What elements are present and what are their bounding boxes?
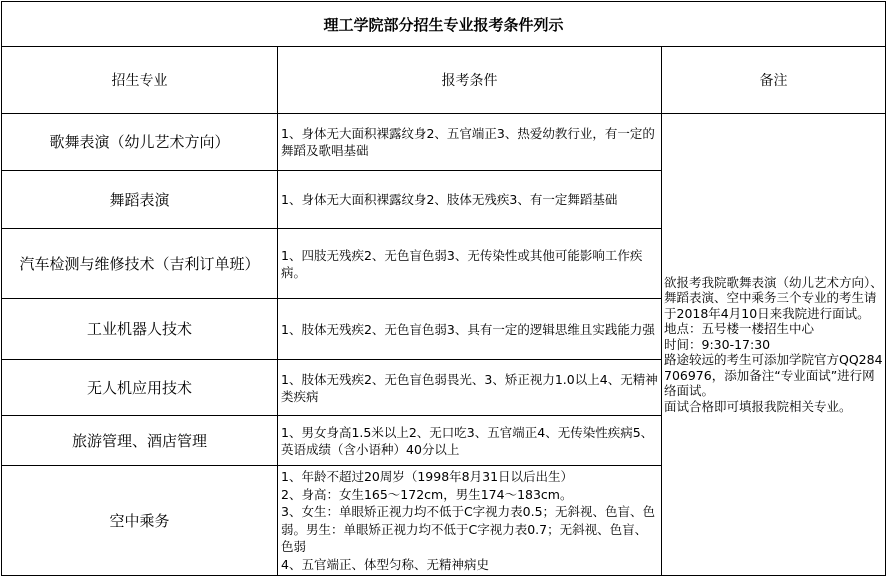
header-major: 招生专业 <box>2 47 278 114</box>
conditions-cell: 1、肢体无残疾2、无色盲色弱畏光、3、矫正视力1.0以上4、无精神类疾病 <box>278 360 662 416</box>
major-cell: 工业机器人技术 <box>2 299 278 360</box>
major-cell: 无人机应用技术 <box>2 360 278 416</box>
header-row <box>2 47 886 114</box>
major-cell: 旅游管理、酒店管理 <box>2 416 278 466</box>
title-row <box>2 2 886 47</box>
major-cell: 汽车检测与维修技术（吉利订单班） <box>2 229 278 299</box>
table-title: 理工学院部分招生专业报考条件列示 <box>2 2 886 47</box>
conditions-cell: 1、肢体无残疾2、无色盲色弱3、具有一定的逻辑思维且实践能力强 <box>278 299 662 360</box>
header-remarks: 备注 <box>662 47 886 114</box>
admission-requirements-table <box>1 1 886 576</box>
major-cell: 舞蹈表演 <box>2 171 278 229</box>
table-row <box>2 114 886 171</box>
conditions-cell: 1、年龄不超过20周岁（1998年8月31日以后出生） 2、身高：女生165～172cm，男生174～183cm。 3、女生：单眼矫正视力均不低于C字视力表0.5；无斜视、色盲、色弱。男生：单眼矫正视力均不低于C字视力表0.7；无斜视、色盲、色弱 4、五官端正、体型匀称、无精神病史 <box>278 466 662 576</box>
remarks-cell: 欲报考我院歌舞表演（幼儿艺术方向）、舞蹈表演、空中乘务三个专业的考生请于2018年4月10日来我院进行面试。 地点：五号楼一楼招生中心 时间：9:30-17:30 路途较远的考生可添加学院官方QQ284706976，添加备注“专业面试”进行网络面试。 面试合格即可填报我院相关专业。 <box>662 114 886 576</box>
major-cell: 歌舞表演（幼儿艺术方向） <box>2 114 278 171</box>
conditions-cell: 1、身体无大面积裸露纹身2、五官端正3、热爱幼教行业，有一定的舞蹈及歌唱基础 <box>278 114 662 171</box>
conditions-cell: 1、四肢无残疾2、无色盲色弱3、无传染性或其他可能影响工作疾病。 <box>278 229 662 299</box>
major-cell: 空中乘务 <box>2 466 278 576</box>
conditions-cell: 1、男女身高1.5米以上2、无口吃3、五官端正4、无传染性疾病5、英语成绩（含小语种）40分以上 <box>278 416 662 466</box>
conditions-cell: 1、身体无大面积裸露纹身2、肢体无残疾3、有一定舞蹈基础 <box>278 171 662 229</box>
header-conditions: 报考条件 <box>278 47 662 114</box>
